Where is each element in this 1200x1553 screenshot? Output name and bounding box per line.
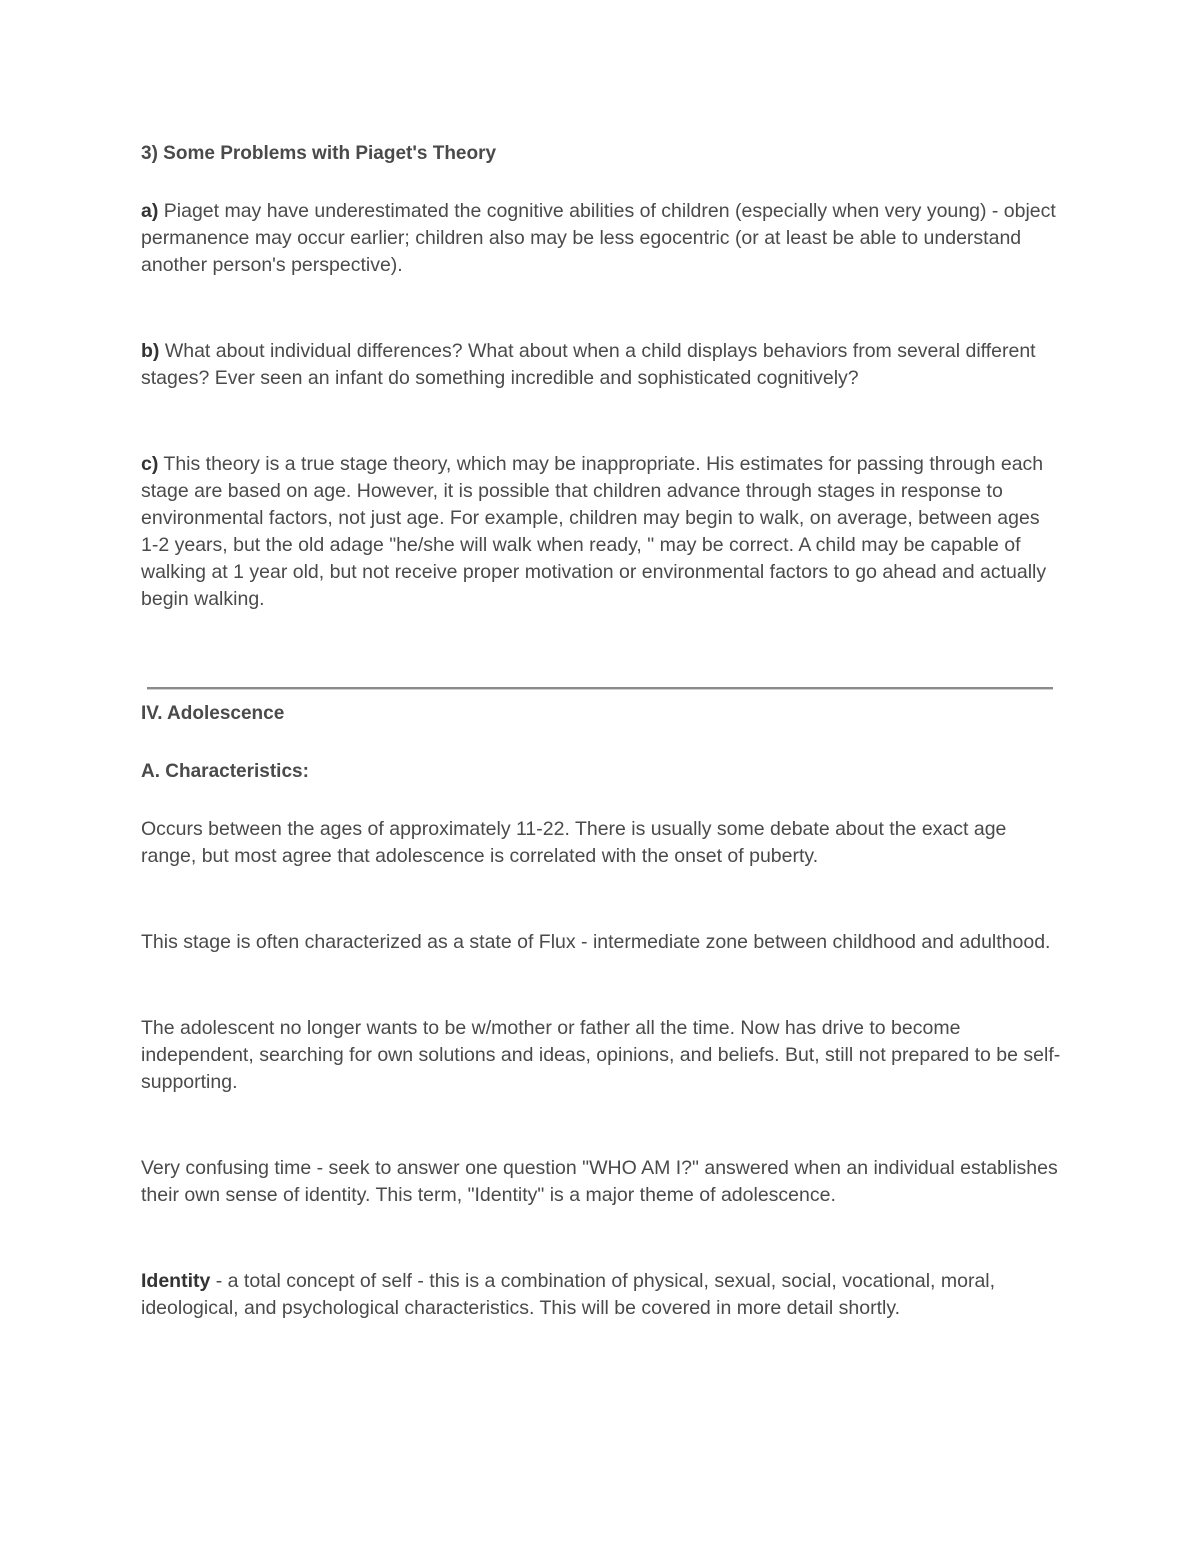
paragraph-identity	[141, 1268, 1061, 1322]
paragraph-age-range: Occurs between the ages of approximately 11-22. There is usually some debate about the exact age range, but most agree that adolescence is correlated with the onset of puberty.	[141, 818, 1007, 867]
section-heading-adolescence: IV. Adolescence	[141, 703, 285, 724]
point-a-label: a)	[141, 200, 159, 222]
identity-term: Identity	[141, 1270, 211, 1292]
point-b-text: What about individual differences? What about when a child displays behaviors from several different stages? Ever seen an infant do something incredible and sophisticated cognitively?	[141, 340, 1036, 389]
horizontal-rule	[147, 687, 1053, 690]
paragraph-flux: This stage is often characterized as a state of Flux - intermediate zone between childhood and adulthood.	[141, 931, 1051, 953]
point-a-paragraph	[141, 198, 1061, 279]
identity-definition: - a total concept of self - this is a combination of physical, sexual, social, vocational, moral, ideological, and psychological characteristics. This will be covered in more detail shortly.	[141, 1270, 996, 1319]
paragraph-independence: The adolescent no longer wants to be w/mother or father all the time. Now has drive to become independent, searching for own solutions and ideas, opinions, and beliefs. But, still not prepared to be self-supporting.	[141, 1017, 1061, 1093]
point-c-text: This theory is a true stage theory, which may be inappropriate. His estimates for passing through each stage are based on age. However, it is possible that children advance through stages in response to environmental factors, not just age. For example, children may begin to walk, on average, between ages 1-2 years, but the old adage "he/she will walk when ready, " may be correct. A child may be capable of walking at 1 year old, but not receive proper motivation or environmental factors to go ahead and actually begin walking.	[141, 453, 1047, 610]
point-b-label: b)	[141, 340, 160, 362]
document-page	[141, 140, 1061, 1322]
point-c-paragraph	[141, 451, 1061, 613]
point-c-label: c)	[141, 453, 159, 475]
paragraph-who-am-i: Very confusing time - seek to answer one question "WHO AM I?" answered when an individual establishes their own sense of identity. This term, "Identity" is a major theme of adolescence.	[141, 1157, 1058, 1206]
section-heading-piaget-problems: 3) Some Problems with Piaget's Theory	[141, 143, 497, 164]
subheading-characteristics: A. Characteristics:	[141, 761, 309, 782]
point-b-paragraph	[141, 338, 1061, 392]
point-a-text: Piaget may have underestimated the cognitive abilities of children (especially when very young) - object permanence may occur earlier; children also may be less egocentric (or at least be able to understand another person's perspective).	[141, 200, 1056, 276]
